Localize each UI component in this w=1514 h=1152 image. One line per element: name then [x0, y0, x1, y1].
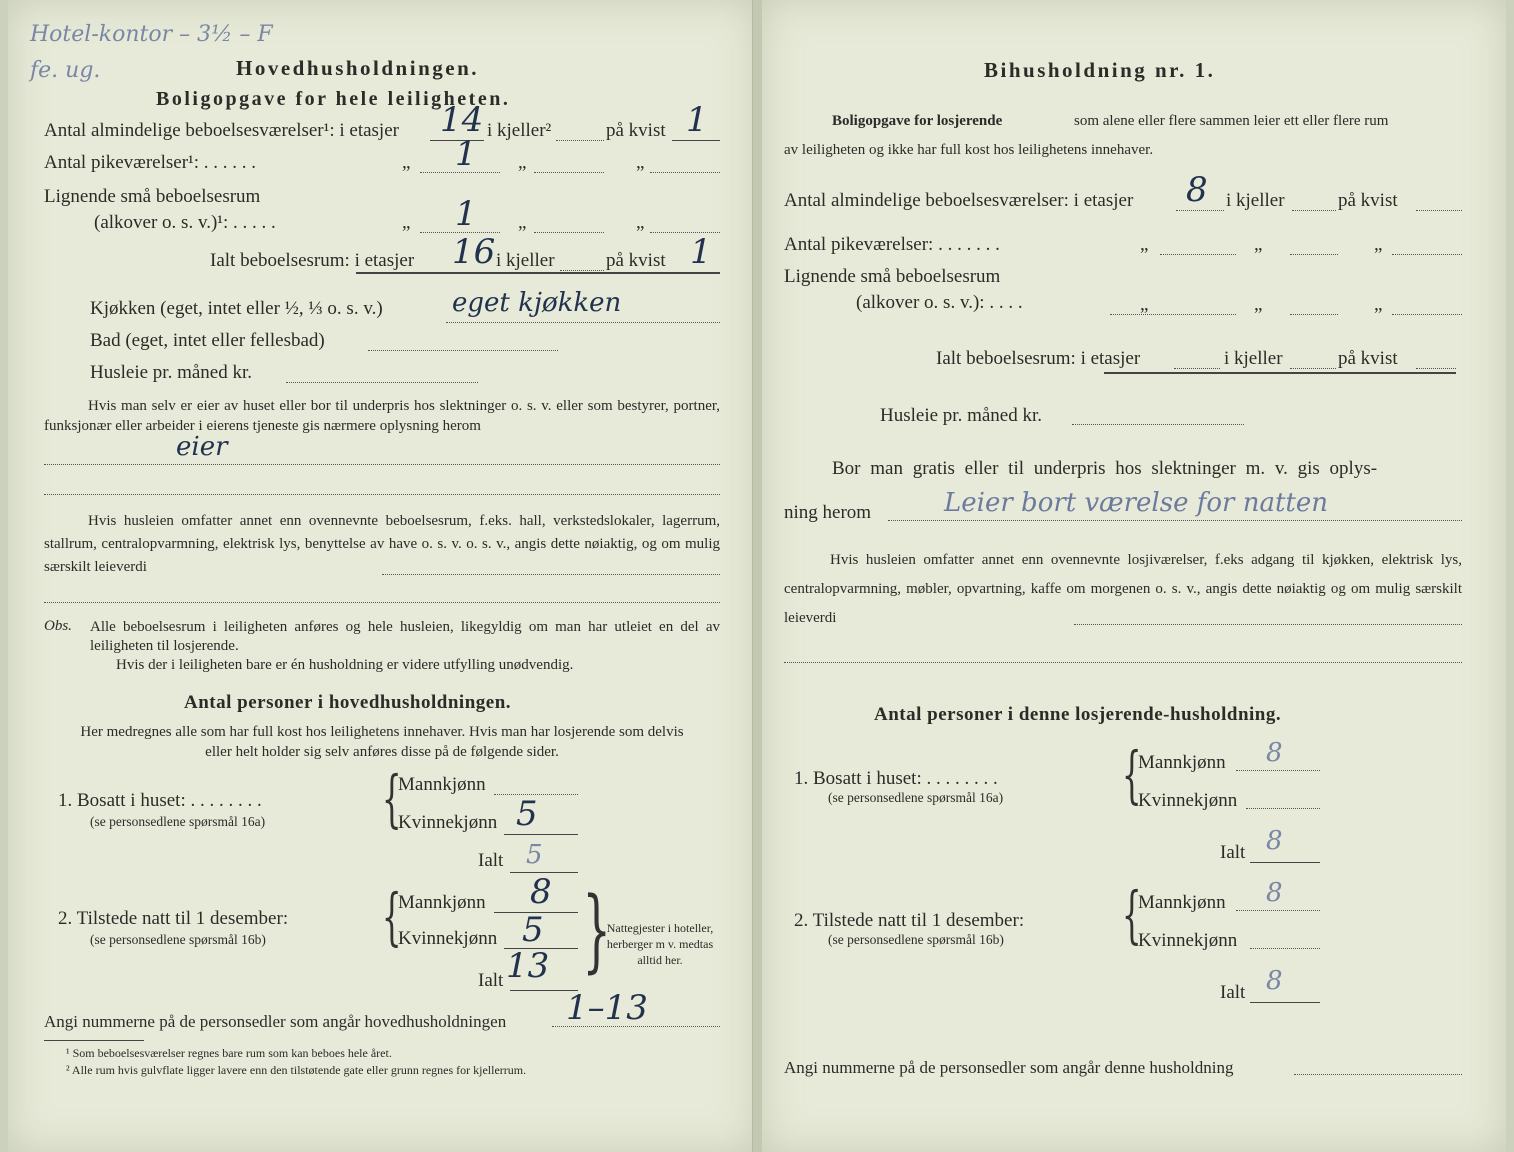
r-gratis-value[interactable]: Leier bort værelse for natten — [944, 488, 1328, 518]
brace: { — [1121, 738, 1142, 811]
ditto-mark: „ — [636, 212, 645, 233]
r-rooms-kjeller-label: i kjeller — [1226, 190, 1285, 211]
r-rooms-label: Antal almindelige beboelsesværelser: i etasjer — [784, 190, 1134, 211]
rooms-etasjer-value[interactable]: 14 — [440, 100, 484, 140]
r-q2-female-label: Kvinnekjønn — [1138, 930, 1238, 951]
r-q2-male-value[interactable]: 8 — [1266, 878, 1283, 908]
q1-female-value[interactable]: 5 — [516, 794, 538, 834]
ditto-mark: „ — [1374, 234, 1383, 255]
r-rooms-etasjer-value[interactable]: 8 — [1186, 170, 1208, 210]
q2-female-value[interactable]: 5 — [522, 910, 544, 950]
r-persons-title: Antal personer i denne losjerende-husholdning. — [874, 704, 1282, 725]
alcove-label: (alkover o. s. v.)¹: . . . . . — [94, 212, 276, 233]
margin-note: Hotel-kontor – 3½ – F — [30, 22, 273, 47]
q1-total-label: Ialt — [478, 850, 504, 871]
other-instructions: Hvis husleien omfatter annet enn ovennevnte beboelsesrum, f.eks. hall, verkstedslokaler, lagerrum, stallrum, centralopvarmning, elektrisk lys, benyttelse av have o. s. v. o. s. v., angis dette nøiaktig, og om mulig særskilt leieverdi — [44, 513, 720, 575]
ditto-mark: „ — [1140, 234, 1149, 255]
maid-rooms-label: Antal pikeværelser¹: . . . . . . — [44, 152, 257, 173]
r-numbers-label: Angi nummerne på de personsedler som angår denne husholdning — [784, 1058, 1234, 1077]
rooms-label: Antal almindelige beboelsesværelser¹: i etasjer — [44, 120, 399, 141]
r-alcove-label: (alkover o. s. v.): . . . . — [856, 292, 1023, 313]
bath-label: Bad (eget, intet eller fellesbad) — [90, 330, 325, 351]
q1-male-label: Mannkjønn — [398, 774, 486, 795]
numbers-value[interactable]: 1–13 — [566, 988, 648, 1028]
r-q1-total-label: Ialt — [1220, 842, 1246, 863]
footnote-1: ¹ Som beboelsesværelser regnes bare rum som kan beboes hele året. — [66, 1046, 392, 1060]
r-small-rooms-label: Lignende små beboelsesrum — [784, 266, 1001, 287]
intro-text-2: av leiligheten og ikke har full kost hos leilighetens innehaver. — [784, 142, 1154, 158]
ditto-mark: „ — [1374, 294, 1383, 315]
r-q2-total-value[interactable]: 8 — [1266, 966, 1283, 996]
r-total-kjeller-label: i kjeller — [1224, 348, 1283, 369]
small-rooms-value[interactable]: 1 — [455, 194, 477, 234]
q1-total-value[interactable]: 5 — [526, 840, 543, 870]
r-q1-label: 1. Bosatt i huset: . . . . . . . . — [794, 768, 998, 789]
r-q1-sub: (se personsedlene spørsmål 16a) — [828, 790, 1004, 805]
right-title: Bihusholdning nr. 1. — [984, 58, 1216, 82]
r-gratis-text-2: ning herom — [784, 502, 872, 523]
q1-label: 1. Bosatt i huset: . . . . . . . . — [58, 790, 262, 811]
r-q1-female-label: Kvinnekjønn — [1138, 790, 1238, 811]
r-q2-sub: (se personsedlene spørsmål 16b) — [828, 932, 1004, 947]
brace-right: { — [582, 878, 611, 983]
left-subtitle: Boligopgave for hele leiligheten. — [156, 88, 511, 110]
total-kvist-value[interactable]: 1 — [690, 232, 712, 272]
intro-text: som alene eller flere sammen leier ett eller flere rum — [1074, 113, 1389, 129]
kitchen-label: Kjøkken (eget, intet eller ½, ⅓ o. s. v.) — [90, 298, 383, 319]
total-kvist-label: på kvist — [606, 250, 666, 271]
q2-total-label: Ialt — [478, 970, 504, 991]
r-total-rooms-label: Ialt beboelsesrum: i etasjer — [936, 348, 1141, 369]
brace: { — [381, 880, 402, 953]
total-rooms-label: Ialt beboelsesrum: i etasjer — [210, 250, 415, 271]
ditto-mark: „ — [1254, 234, 1263, 255]
ditto-mark: „ — [402, 212, 411, 233]
brace: { — [1121, 878, 1142, 951]
ditto-mark: „ — [402, 152, 411, 173]
footnote-2: ² Alle rum hvis gulvflate ligger lavere enn den tilstøtende gate eller grunn regnes for kjellerrum. — [66, 1063, 527, 1077]
r-total-kvist-label: på kvist — [1338, 348, 1398, 369]
maid-rooms-value[interactable]: 1 — [455, 134, 477, 174]
rent-label: Husleie pr. måned kr. — [90, 362, 252, 383]
q1-sub: (se personsedlene spørsmål 16a) — [90, 814, 266, 829]
brace: { — [381, 762, 402, 835]
q2-female-label: Kvinnekjønn — [398, 928, 498, 949]
owner-instructions: Hvis man selv er eier av huset eller bor til underpris hos slektninger o. s. v. eller som bestyrer, portner, funksjonær eller arbeider i eierens tjeneste gis nærmere oplysning herom — [44, 398, 720, 434]
ditto-mark: „ — [1140, 294, 1149, 315]
intro-bold: Boligopgave for losjerende — [832, 113, 1003, 129]
q2-label: 2. Tilstede natt til 1 desember: — [58, 908, 289, 929]
ditto-mark: „ — [636, 152, 645, 173]
r-other-instructions: Hvis husleien omfatter annet enn ovennevnte losjiværelser, f.eks adgang til kjøkken, elektrisk lys, centralopvarmning, møbler, opvartning, kaffe om morgenen o. s. v., angis dette nøiaktig og om mulig særskilt leieverdi — [784, 552, 1462, 626]
ditto-mark: „ — [518, 212, 527, 233]
kitchen-value[interactable]: eget kjøkken — [452, 288, 622, 318]
owner-value[interactable]: eier — [176, 432, 228, 462]
r-rooms-kvist-label: på kvist — [1338, 190, 1398, 211]
r-gratis-text: Bor man gratis eller til underpris hos slektninger m. v. gis oplys- — [832, 458, 1378, 479]
r-q1-male-label: Mannkjønn — [1138, 752, 1226, 773]
rooms-kjeller-label: i kjeller² — [487, 120, 552, 141]
r-q1-male-value[interactable]: 8 — [1266, 738, 1283, 768]
rooms-kvist-value[interactable]: 1 — [686, 100, 708, 140]
obs-label: Obs. — [44, 618, 72, 634]
obs-text-2: Hvis der i leiligheten bare er én husholdning er videre utfylling unødvendig. — [116, 657, 574, 673]
ditto-mark: „ — [518, 152, 527, 173]
persons-title: Antal personer i hovedhusholdningen. — [184, 692, 512, 713]
q2-sub: (se personsedlene spørsmål 16b) — [90, 932, 266, 947]
total-kjeller-label: i kjeller — [496, 250, 555, 271]
q2-total-value[interactable]: 13 — [506, 946, 550, 986]
q2-male-label: Mannkjønn — [398, 892, 486, 913]
small-rooms-label: Lignende små beboelsesrum — [44, 186, 261, 207]
r-q1-total-value[interactable]: 8 — [1266, 826, 1283, 856]
r-q2-male-label: Mannkjønn — [1138, 892, 1226, 913]
ditto-mark: „ — [1254, 294, 1263, 315]
q2-note: Nattegjester i hoteller, herberger m v. medtas alltid her. — [606, 921, 714, 967]
r-q2-total-label: Ialt — [1220, 982, 1246, 1003]
obs-text: Alle beboelsesrum i leiligheten anføres og hele husleien, likegyldig om man har utleiet en del av leiligheten til losjerende. — [90, 619, 720, 654]
q1-female-label: Kvinnekjønn — [398, 812, 498, 833]
r-q2-label: 2. Tilstede natt til 1 desember: — [794, 910, 1025, 931]
left-title: Hovedhusholdningen. — [236, 56, 480, 80]
rooms-kvist-label: på kvist — [606, 120, 666, 141]
r-maid-rooms-label: Antal pikeværelser: . . . . . . . — [784, 234, 1000, 255]
q2-male-value[interactable]: 8 — [530, 872, 552, 912]
margin-note-2: fe. ug. — [30, 58, 101, 83]
r-rent-label: Husleie pr. måned kr. — [880, 405, 1042, 426]
total-etasjer-value[interactable]: 16 — [452, 232, 496, 272]
persons-text: Her medregnes alle som har full kost hos leilighetens innehaver. Hvis man har losjerende som delvis eller helt holder sig selv anføres disse på de følgende sider. — [80, 724, 684, 760]
numbers-label: Angi nummerne på de personsedler som angår hovedhusholdningen — [44, 1012, 507, 1031]
